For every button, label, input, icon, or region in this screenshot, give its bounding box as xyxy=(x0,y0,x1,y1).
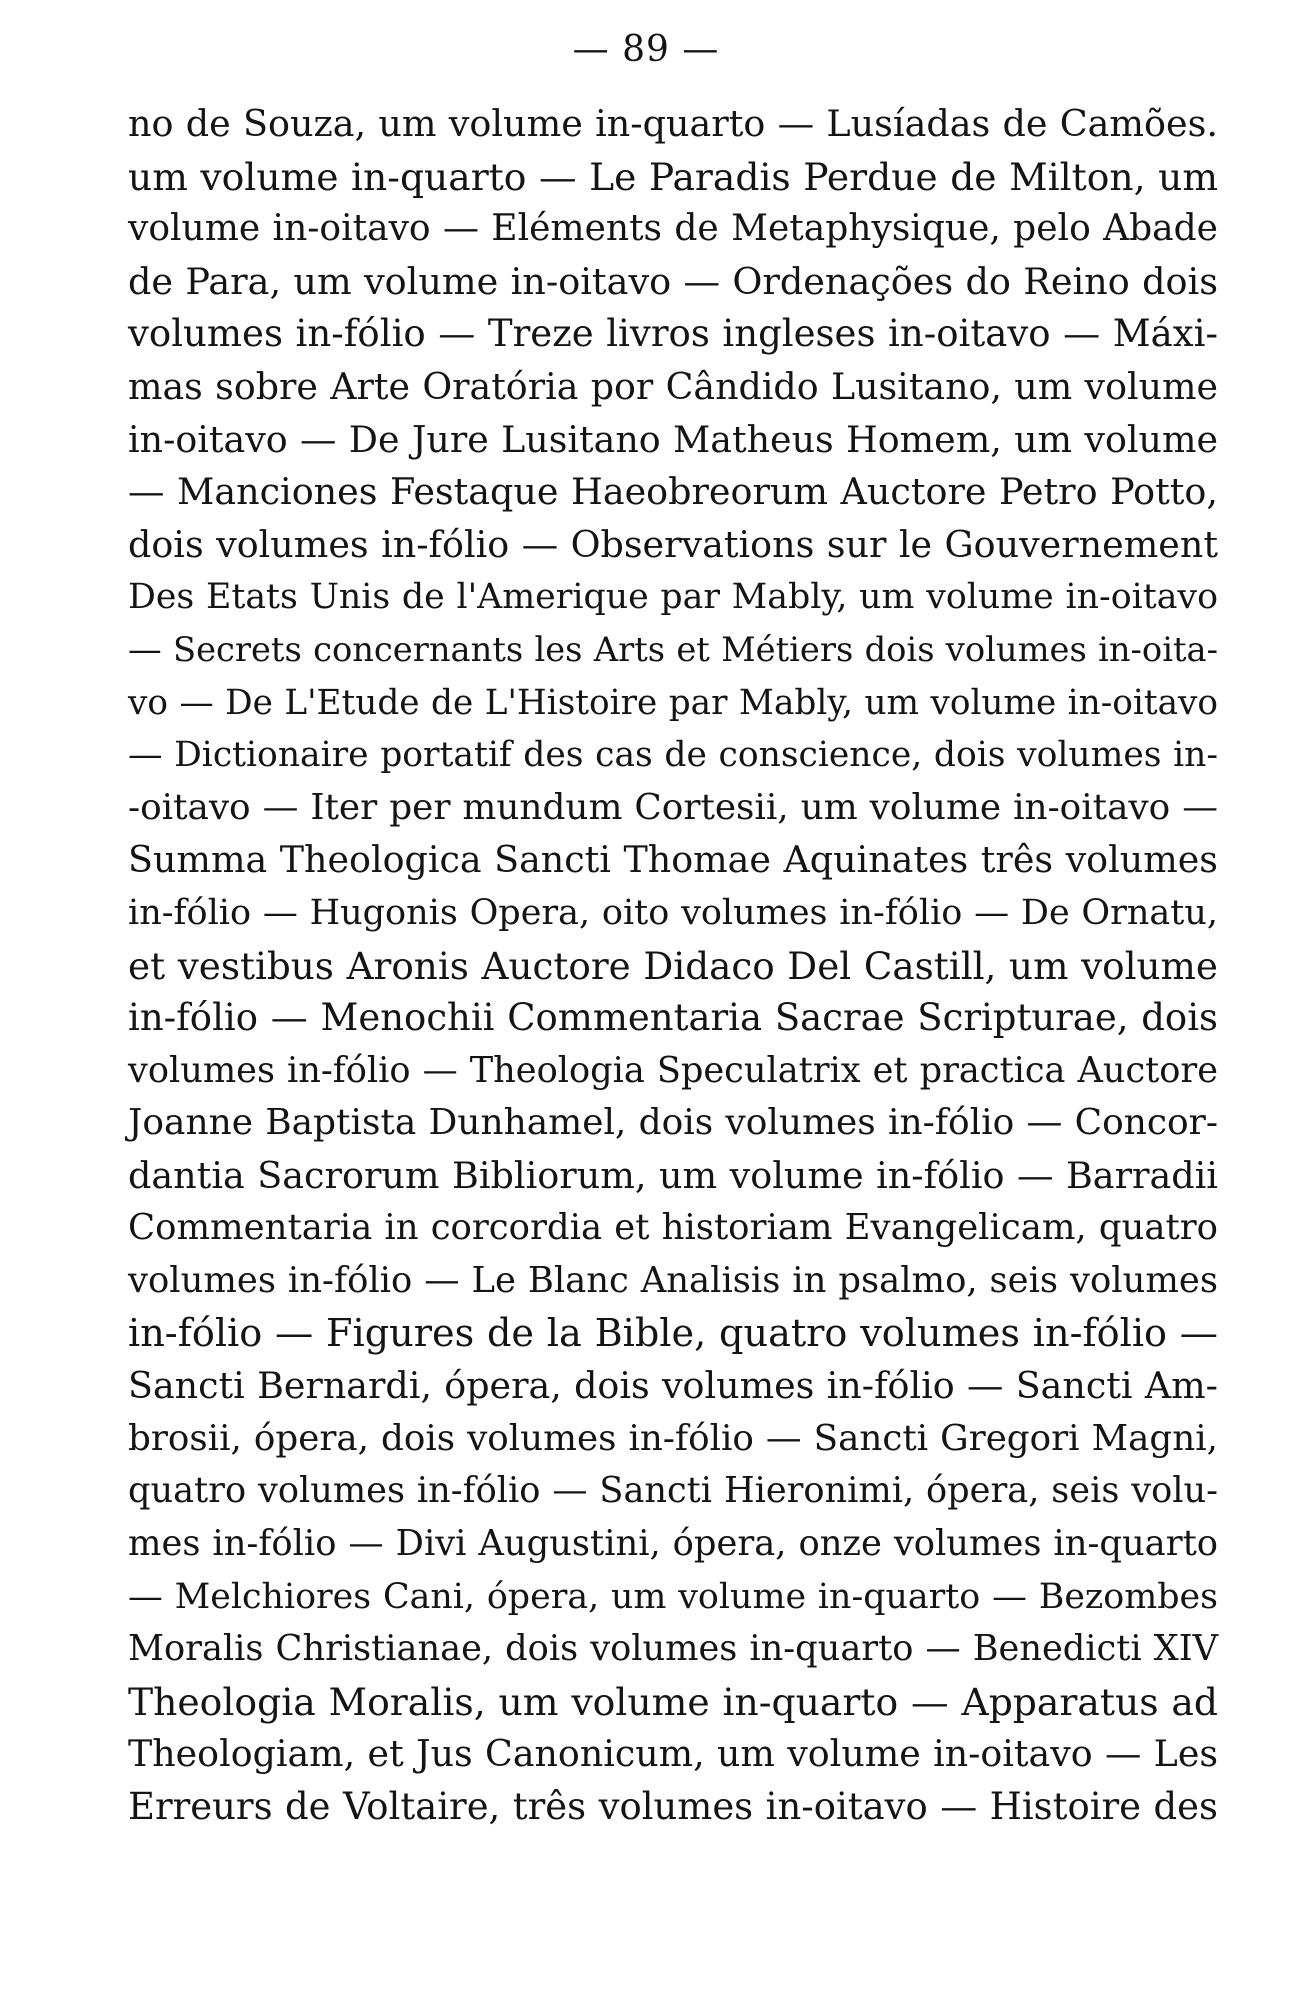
text-line: in-fólio — Menochii Commentaria Sacrae Scripturae, dois xyxy=(128,996,1218,1040)
text-line: dantia Sacrorum Bibliorum, um volume in-fólio — Barradii xyxy=(128,1153,1218,1197)
text-line: quatro volumes in-fólio — Sancti Hieronimi, ópera, seis volu- xyxy=(128,1470,1218,1512)
text-line: Erreurs de Voltaire, três volumes in-oitavo — Histoire des xyxy=(128,1785,1218,1828)
text-line: mes in-fólio — Divi Augustini, ópera, onze volumes in-quarto xyxy=(128,1523,1218,1565)
text-line: vo — De L'Etude de L'Histoire par Mably, um volume in-oitavo xyxy=(128,682,1218,723)
text-line: — Manciones Festaque Haeobreorum Auctore Petro Potto, xyxy=(128,470,1218,514)
body-text xyxy=(128,98,1218,1834)
text-line: Joanne Baptista Dunhamel, dois volumes in-fólio — Concor- xyxy=(128,1102,1218,1144)
text-line: — Melchiores Cani, ópera, um volume in-quarto — Bezombes xyxy=(128,1576,1218,1617)
page-number: — 89 — xyxy=(572,29,720,70)
text-line: mas sobre Arte Oratória por Cândido Lusitano, um volume xyxy=(128,364,1218,408)
text-line: volume in-oitavo — Eléments de Metaphysique, pelo Abade xyxy=(128,208,1218,250)
text-line: no de Souza, um volume in-quarto — Lusíadas de Camões. xyxy=(128,102,1218,145)
text-line: in-fólio — Figures de la Bible, quatro volumes in-fólio — xyxy=(128,1311,1218,1356)
text-line: in-oitavo — De Jure Lusitano Matheus Homem, um volume xyxy=(128,417,1218,461)
text-line: Des Etats Unis de l'Amerique par Mably, um volume in-oitavo xyxy=(128,577,1218,618)
text-line: volumes in-fólio — Le Blanc Analisis in psalmo, seis volumes xyxy=(128,1260,1218,1302)
text-line: in-fólio — Hugonis Opera, oito volumes in-fólio — De Ornatu, xyxy=(128,892,1218,933)
text-line: et vestibus Aronis Auctore Didaco Del Castill, um volume xyxy=(128,943,1218,988)
text-line: -oitavo — Iter per mundum Cortesii, um volume in-oitavo — xyxy=(128,786,1218,828)
text-line: Theologiam, et Jus Canonicum, um volume in-oitavo — Les xyxy=(128,1732,1218,1776)
text-line: Moralis Christianae, dois volumes in-quarto — Benedicti XIV xyxy=(128,1628,1218,1670)
text-line: Commentaria in corcordia et historiam Evangelicam, quatro xyxy=(128,1207,1218,1249)
text-line: volumes in-fólio — Theologia Speculatrix et practica Auctore xyxy=(128,1049,1218,1091)
text-line: dois volumes in-fólio — Observations sur le Gouvernement xyxy=(128,522,1218,566)
text-line: — Secrets concernants les Arts et Métiers dois volumes in-oita- xyxy=(128,629,1218,669)
text-line: Sancti Bernardi, ópera, dois volumes in-fólio — Sancti Am- xyxy=(128,1364,1218,1408)
text-line: brosii, ópera, dois volumes in-fólio — Sancti Gregori Magni, xyxy=(128,1417,1218,1459)
text-line: — Dictionaire portatif des cas de conscience, dois volumes in- xyxy=(128,735,1218,776)
text-line: um volume in-quarto — Le Paradis Perdue de Milton, um xyxy=(128,154,1218,199)
text-line: de Para, um volume in-oitavo — Ordenações do Reino dois xyxy=(128,259,1218,303)
text-line: volumes in-fólio — Treze livros ingleses in-oitavo — Máxi- xyxy=(128,312,1218,356)
text-line: Summa Theologica Sancti Thomae Aquinates três volumes xyxy=(128,838,1218,882)
text-line: Theologia Moralis, um volume in-quarto — Apparatus ad xyxy=(128,1679,1218,1724)
